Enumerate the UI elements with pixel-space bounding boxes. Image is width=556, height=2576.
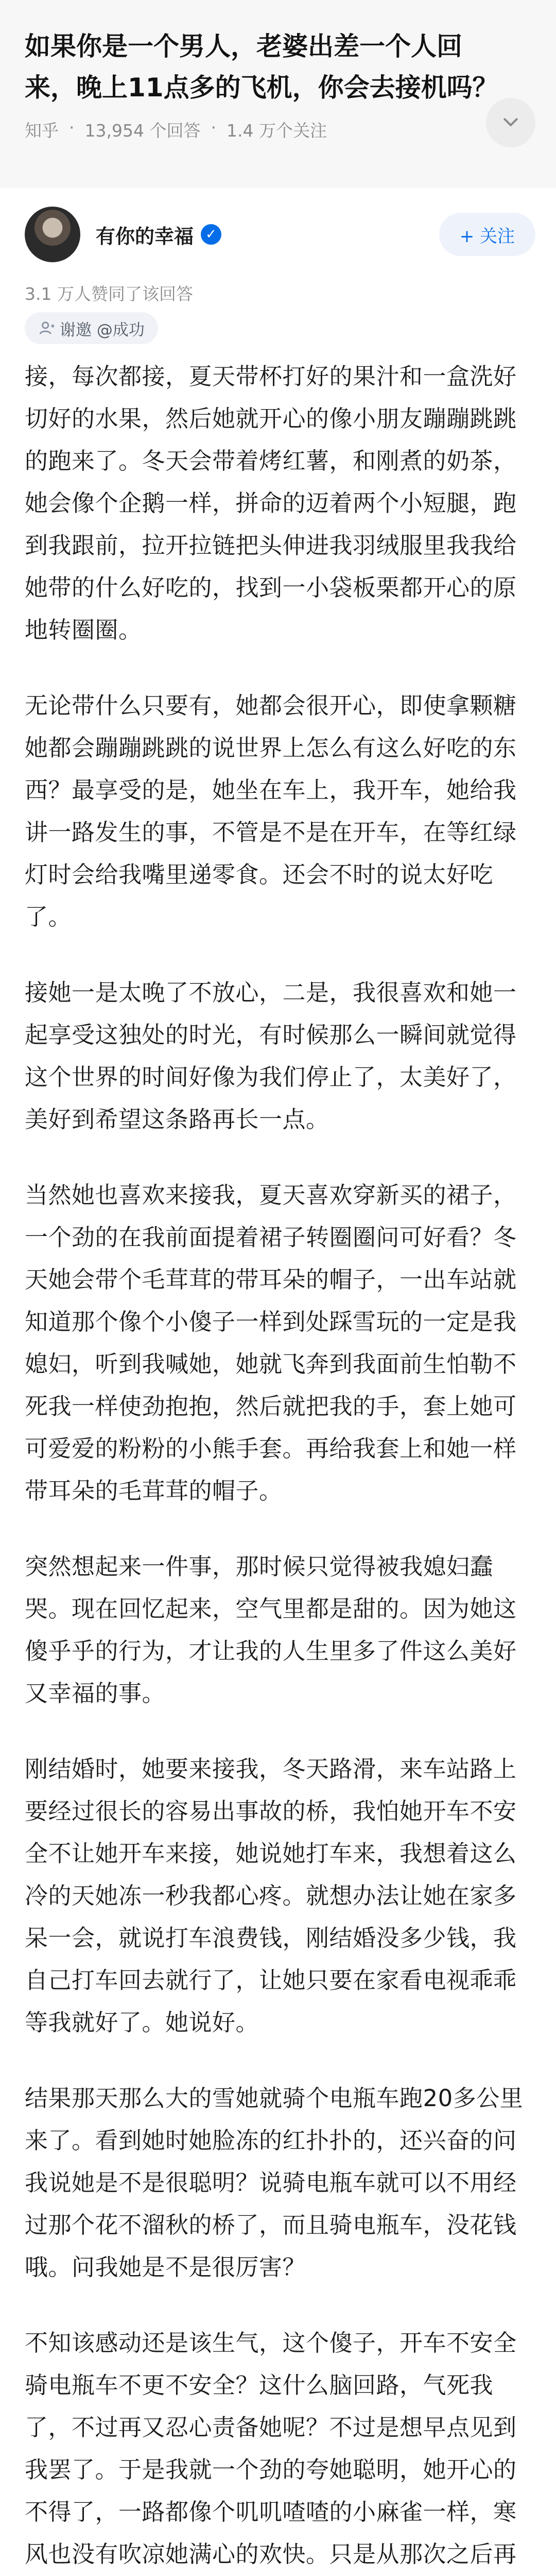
- question-header: [0, 0, 556, 188]
- invite-icon: [38, 319, 56, 337]
- dot-separator: ·: [211, 117, 216, 138]
- paragraph: 接，每次都接，夏天带杯打好的果汁和一盒洗好切好的水果，然后她就开心的像小朋友蹦蹦跳跳的跑来了。冬天会带着烤红薯，和刚煮的奶茶，她会像个企鹅一样，拼命的迈着两个小短腿，跑到我跟前，拉开拉链把头伸进我羽绒服里我我给她带的什么好吃的，找到一小袋板栗都开心的原地转圈圈。: [25, 363, 517, 643]
- question-meta: [25, 117, 535, 142]
- paragraph: 突然想起来一件事，那时候只觉得被我媳妇蠢哭。现在回忆起来，空气里都是甜的。因为她这傻乎乎的行为，才让我的人生里多了件这么美好又幸福的事。: [25, 1553, 517, 1707]
- paragraph: 当然她也喜欢来接我，夏天喜欢穿新买的裙子，一个劲的在我前面提着裙子转圈圈问可好看？冬天她会带个毛茸茸的带耳朵的帽子，一出车站就知道那个像个小傻子一样到处踩雪玩的一定是我媳妇，听到我喊她，她就飞奔到我面前生怕勒不死我一样使劲抱抱，然后就把我的手，套上她可可爱爱的粉粉的小熊手套。再给我套上和她一样带耳朵的毛茸茸的帽子。: [25, 1181, 517, 1504]
- invite-tag: [25, 312, 158, 344]
- follower-count: 1.4 万个关注: [226, 121, 327, 141]
- author-name[interactable]: 有你的幸福: [96, 225, 194, 248]
- answer-count: 13,954 个回答: [84, 121, 201, 141]
- follow-button[interactable]: + 关注: [439, 213, 535, 256]
- collapse-button[interactable]: [486, 98, 535, 147]
- verified-icon: ✓: [201, 224, 221, 245]
- question-title[interactable]: 如果你是一个男人，老婆出差一个人回来，晚上11点多的飞机，你会去接机吗？: [25, 31, 498, 103]
- paragraph: 刚结婚时，她要来接我，冬天路滑，来车站路上要经过很长的容易出事故的桥，我怕她开车不安全不让她开车来接，她说她打车来，我想着这么冷的天她冻一秒我都心疼。就想办法让她在家多呆一会，就说打车浪费钱，刚结婚没多少钱，我自己打车回去就行了，让她只要在家看电视乖乖等我就好了。她说好。: [25, 1755, 517, 2036]
- paragraph: 不知该感动还是该生气，这个傻子，开车不安全骑电瓶车不更不安全？这什么脑回路，气死我了，不过再又忍心责备她呢？不过是想早点见到我罢了。于是我就一个劲的夸她聪明，她开心的不得了，一路都像个叽叽喳喳的小麻雀一样，寒风也没有吹凉她满心的欢快。只是从那次之后再: [25, 2329, 517, 2568]
- chevron-down-icon: [500, 112, 521, 133]
- paragraph: 无论带什么只要有，她都会很开心，即使拿颗糖她都会蹦蹦跳跳的说世界上怎么有这么好吃的东西？最享受的是，她坐在车上，我开车，她给我讲一路发生的事，不管是不是在开车，在等红绿灯时会给我嘴里递零食。还会不时的说太好吃了。: [25, 692, 517, 930]
- avatar[interactable]: [25, 207, 80, 262]
- source-label: 知乎: [25, 121, 59, 141]
- upvote-summary: 3.1 万人赞同了该回答: [25, 284, 193, 304]
- answer-body: [25, 355, 534, 2576]
- invite-text: 谢邀 @成功: [60, 320, 145, 340]
- paragraph: 结果那天那么大的雪她就骑个电瓶车跑20多公里来了。看到她时她脸冻的红扑扑的，还兴奋的问我说她是不是很聪明？说骑电瓶车就可以不用经过那个花不溜秋的桥了，而且骑电瓶车，没花钱哦。问我她是不是很厉害？: [25, 2084, 524, 2281]
- author-row: [0, 188, 556, 281]
- dot-separator: ·: [69, 117, 75, 138]
- paragraph: 接她一是太晚了不放心，二是，我很喜欢和她一起享受这独处的时光，有时候那么一瞬间就觉得这个世界的时间好像为我们停止了，太美好了，美好到希望这条路再长一点。: [25, 979, 517, 1133]
